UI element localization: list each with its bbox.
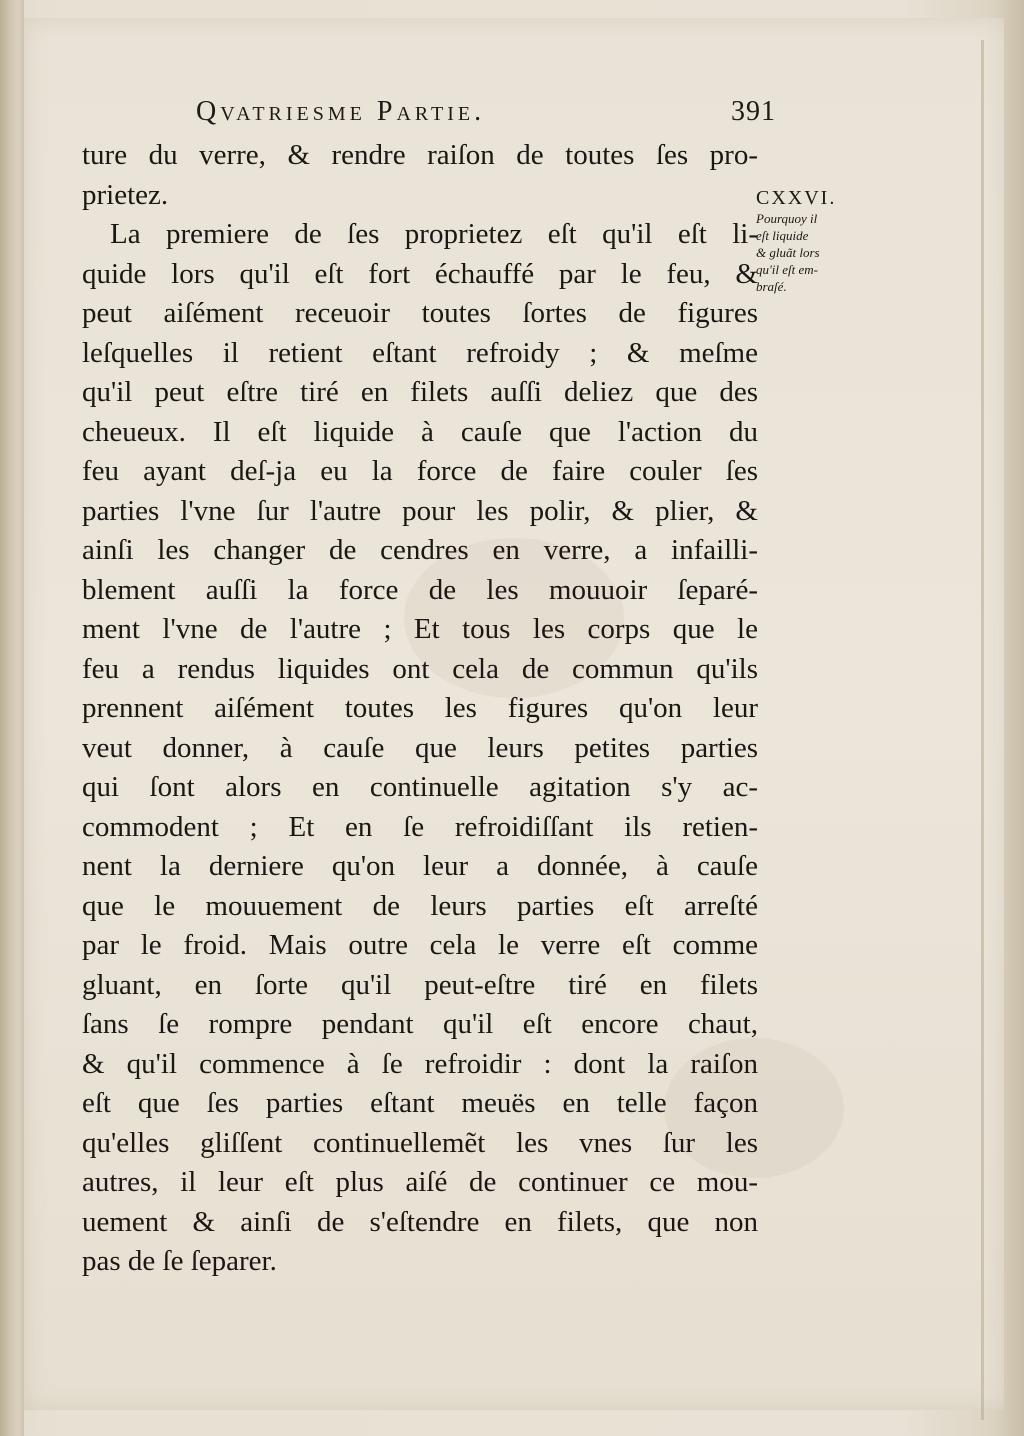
text-line: prietez. (82, 178, 169, 211)
text-line: que le mouuement de leurs parties eſt arreſté (82, 889, 758, 922)
text-line: pas de ſe ſeparer. (82, 1245, 277, 1277)
text-line: qu'il peut eſtre tiré en filets auſſi deliez que des (82, 376, 758, 408)
text-line: commodent ; Et en ſe refroidiſſant ils retien- (82, 810, 758, 843)
marginal-note-line: eſt liquide (756, 228, 809, 243)
text-line: feu ayant deſ-ja eu la force de faire couler ſes (82, 455, 758, 487)
text-line: gluant, en ſorte qu'il peut-eſtre tiré en filets (82, 968, 758, 1001)
text-line: par le froid. Mais outre cela le verre eſt comme (82, 929, 758, 961)
text-line: veut donner, à cauſe que leurs petites parties (82, 731, 758, 764)
marginal-note (756, 186, 868, 295)
text-line: ſans ſe rompre pendant qu'il eſt encore chaut, (82, 1008, 758, 1040)
text-line: leſquelles il retient eſtant refroidy ; & meſme (82, 336, 758, 369)
text-line: peut aiſément receuoir toutes ſortes de figures (82, 297, 758, 329)
text-line: feu a rendus liquides ont cela de commun qu'ils (82, 652, 758, 685)
text-line: blement auſſi la force de les mouuoir ſeparé- (82, 573, 758, 606)
marginal-note-line: braſé. (756, 279, 787, 294)
text-line: qu'elles gliſſent continuellemẽt les vnes ſur les (82, 1126, 758, 1159)
text-line: quide lors qu'il eſt fort échauffé par le feu, & (82, 257, 758, 290)
text-line: ainſi les changer de cendres en verre, a infailli- (82, 534, 758, 566)
book-spine (0, 0, 24, 1436)
text-line: & qu'il commence à ſe refroidir : dont la raiſon (82, 1047, 758, 1080)
marginal-note-line: qu'il eſt em- (756, 262, 818, 277)
text-line: eſt que ſes parties eſtant meuës en telle façon (82, 1087, 758, 1119)
page-edge (981, 40, 984, 1420)
paragraph-first-line: La premiere de ſes proprietez eſt qu'il eſt li- (110, 218, 758, 250)
text-line: ture du verre, & rendre raiſon de toutes ſes pro- (82, 139, 758, 171)
text-line: autres, il leur eſt plus aiſé de continuer ce mou- (82, 1166, 758, 1198)
running-head (196, 96, 776, 136)
marginal-note-number: CXXVI. (756, 187, 837, 209)
text-line: parties l'vne ſur l'autre pour les polir, & plier, & (82, 494, 758, 527)
page-number: 391 (731, 96, 776, 127)
text-line: qui ſont alors en continuelle agitation s'y ac- (82, 771, 758, 803)
text-line: uement & ainſi de s'eſtendre en filets, que non (82, 1205, 758, 1238)
marginal-note-line: & gluãt lors (756, 245, 820, 260)
text-line: nent la derniere qu'on leur a donnée, à cauſe (82, 850, 758, 882)
body-text (82, 136, 758, 1282)
running-head-title: Qvatriesme Partie. (196, 96, 486, 127)
text-line: prennent aiſément toutes les figures qu'on leur (82, 692, 758, 724)
text-line: ment l'vne de l'autre ; Et tous les corps que le (82, 613, 758, 645)
marginal-note-line: Pourquoy il (756, 211, 818, 226)
text-line: cheueux. Il eſt liquide à cauſe que l'action du (82, 415, 758, 448)
